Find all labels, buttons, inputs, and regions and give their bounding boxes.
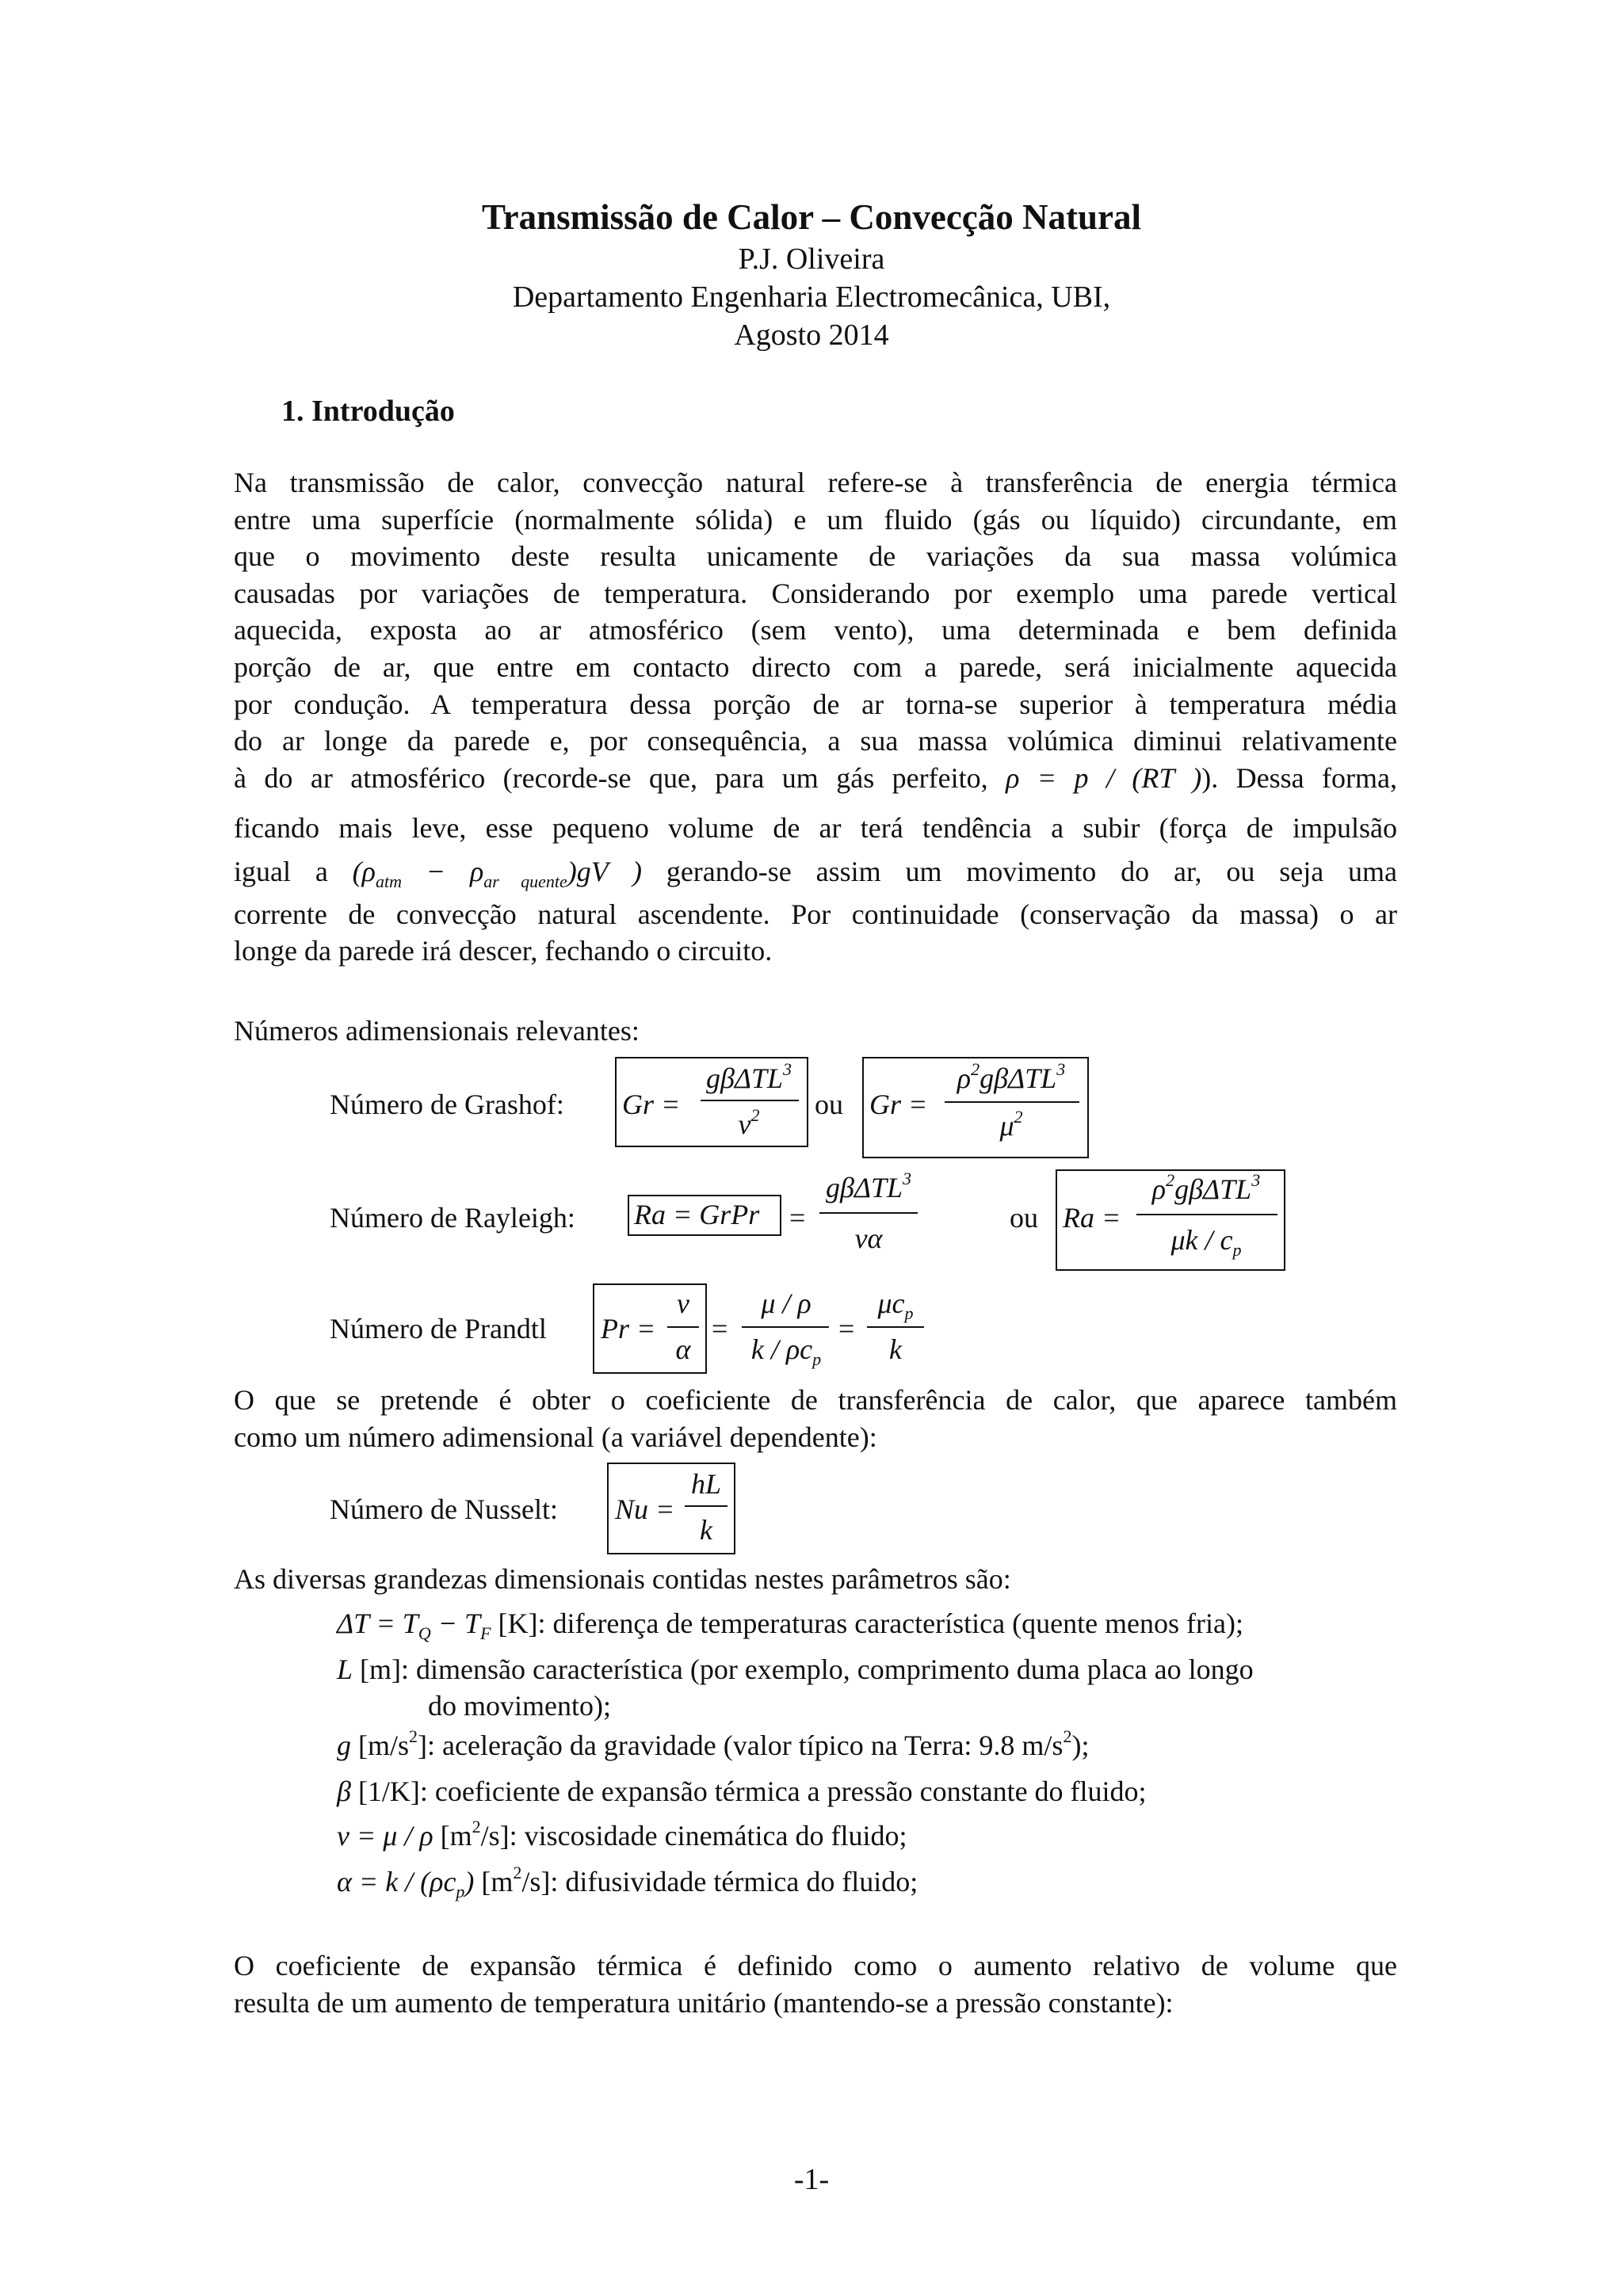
equals-sign: =	[838, 1313, 855, 1344]
prandtl-numerator-3: $\mu c_p$	[877, 1287, 914, 1323]
dimensional-intro: As diversas grandezas dimensionais contidas nestes parâmetros são:	[234, 1563, 1011, 1595]
or-word: ou	[815, 1089, 843, 1120]
fraction-bar	[1136, 1214, 1277, 1215]
grashof-lhs-2: Gr =	[869, 1089, 928, 1120]
intro-paragraph-cont	[234, 810, 1397, 970]
grashof-denominator-2: $\mu^2$	[999, 1107, 1023, 1142]
or-word: ou	[1010, 1202, 1038, 1234]
rayleigh-numerator: gβΔTL$^3$	[825, 1169, 912, 1203]
buoyancy-formula: $(\rho_{atm} - \rho_{ar quente})gV$ )	[352, 855, 642, 891]
paragraph-line: causadas por variações de temperatura. Considerando por exemplo uma parede vertical	[234, 577, 1397, 609]
paragraph-line: O que se pretende é obter o coeficiente de transferência de calor, que aparece também	[234, 1384, 1397, 1416]
ideal-gas-formula: ρ = p / (RT )	[1006, 761, 1202, 794]
paragraph-line: longe da parede irá descer, fechando o circuito.	[234, 935, 773, 967]
paragraph-line: porção de ar, que entre em contacto directo com a parede, será inicialmente aquecida	[234, 650, 1397, 683]
dimensional-dT: $\Delta T = T_Q - T_F$ [K]: diferença de temperaturas característica (quente menos fria);	[337, 1608, 1243, 1643]
prandtl-numerator-2: μ / ρ	[761, 1287, 812, 1319]
dimensional-L-cont: do movimento);	[428, 1690, 611, 1722]
dimensional-nu: ν = μ / ρ $[m^2/s]$: viscosidade cinemática do fluido;	[337, 1817, 907, 1852]
paragraph-line-ideal-gas	[234, 760, 1397, 797]
equals-sign: =	[712, 1313, 728, 1344]
equals-sign: =	[789, 1202, 806, 1234]
rayleigh-lhs: Ra = GrPr	[634, 1199, 760, 1230]
rayleigh-denominator: να	[854, 1222, 883, 1254]
dimensional-alpha: $\alpha = k / (\rho c_p)$ $[m^2/s]$: difusividade térmica do fluido;	[337, 1863, 918, 1901]
rayleigh-lhs-2: Ra =	[1063, 1202, 1121, 1234]
intro-paragraph	[234, 464, 1397, 796]
nusselt-numerator: hL	[690, 1468, 722, 1500]
page-number: -1-	[793, 2163, 830, 2196]
line9-end: ). Dessa forma,	[1201, 761, 1398, 794]
date: Agosto 2014	[734, 318, 889, 352]
fraction-bar	[742, 1326, 829, 1328]
dimensional-g: g $[m/s^2]$: aceleração da gravidade (valor típico na Terra: 9.8 $m/s^2$);	[337, 1726, 1090, 1761]
paragraph-line: entre uma superfície (normalmente sólida) e um fluido (gás ou líquido) circundante, em	[234, 503, 1397, 536]
department: Departamento Engenharia Electromecânica, UBI,	[512, 280, 1111, 314]
prandtl-lhs: Pr =	[601, 1313, 656, 1344]
dimensional-beta: β [1/K]: coeficiente de expansão térmica a pressão constante do fluido;	[337, 1775, 1147, 1807]
fraction-bar	[819, 1212, 918, 1214]
line11-end: gerando-se assim um movimento do ar, ou seja uma	[666, 855, 1398, 887]
grashof-label: Número de Grashof:	[330, 1089, 564, 1120]
fraction-bar	[685, 1505, 727, 1507]
page-title: Transmissão de Calor – Convecção Natural	[481, 197, 1142, 237]
prandtl-numerator: ν	[677, 1287, 689, 1319]
paragraph-line-buoyancy	[234, 847, 1397, 896]
paragraph-line: Na transmissão de calor, convecção natural refere-se à transferência de energia térmica	[234, 467, 1397, 498]
nusselt-denominator: k	[700, 1514, 712, 1546]
rayleigh-label: Número de Rayleigh:	[330, 1202, 575, 1234]
author: P.J. Oliveira	[738, 242, 885, 276]
paragraph-line: ficando mais leve, esse pequeno volume de ar terá tendência a subir (força de impulsão	[234, 812, 1397, 844]
line11-start: igual a	[234, 855, 328, 887]
paragraph-line: por condução. A temperatura dessa porção de ar torna-se superior à temperatura média	[234, 688, 1397, 720]
line9-text: à do ar atmosférico (recorde-se que, para um gás perfeito,	[234, 761, 988, 794]
nusselt-label: Número de Nusselt:	[330, 1493, 558, 1525]
paragraph-line: como um número adimensional (a variável dependente):	[234, 1421, 877, 1453]
nusselt-lhs: Nu =	[615, 1493, 675, 1525]
numbers-intro: Números adimensionais relevantes:	[234, 1015, 640, 1047]
fraction-bar	[867, 1326, 924, 1328]
paragraph-line: resulta de um aumento de temperatura unitário (mantendo-se a pressão constante):	[234, 1986, 1174, 2019]
section-heading-introduction: 1. Introdução	[281, 395, 455, 428]
fraction-bar	[945, 1101, 1079, 1103]
grashof-denominator: $\nu^2$	[738, 1105, 760, 1140]
grashof-numerator-2: $\rho^2g\beta\Delta TL^3$	[957, 1059, 1066, 1094]
fraction-bar	[667, 1326, 699, 1328]
dimensional-L: L [m]: dimensão característica (por exemplo, comprimento duma placa ao longo	[337, 1653, 1254, 1685]
paragraph-line: aquecida, exposta ao ar atmosférico (sem vento), uma determinada e bem definida	[234, 614, 1397, 646]
fraction-bar	[701, 1100, 799, 1101]
paragraph-line: do ar longe da parede e, por consequência, a sua massa volúmica diminui relativamente	[234, 725, 1397, 757]
paragraph-line: corrente de convecção natural ascendente. Por continuidade (conservação da massa) o ar	[234, 898, 1397, 930]
prandtl-denominator-3: k	[889, 1333, 902, 1365]
rayleigh-denominator-2: μk / $c_p$	[1170, 1224, 1242, 1260]
grashof-numerator: gβΔTL$^3$	[705, 1059, 792, 1094]
prandtl-label: Número de Prandtl	[330, 1313, 547, 1344]
rayleigh-numerator-2: $\rho^2g\beta\Delta TL^3$	[1151, 1170, 1261, 1205]
prandtl-denominator-2: k / $\rho c_p$	[750, 1333, 822, 1369]
paragraph-line: que o movimento deste resulta unicamente de variações da sua massa volúmica	[234, 540, 1397, 573]
paragraph-line: O coeficiente de expansão térmica é definido como o aumento relativo de volume que	[234, 1950, 1397, 1981]
grashof-lhs: Gr =	[622, 1089, 681, 1120]
paragraph-3	[234, 1947, 1397, 2021]
prandtl-denominator: α	[675, 1333, 691, 1365]
paragraph-2	[234, 1382, 1397, 1455]
